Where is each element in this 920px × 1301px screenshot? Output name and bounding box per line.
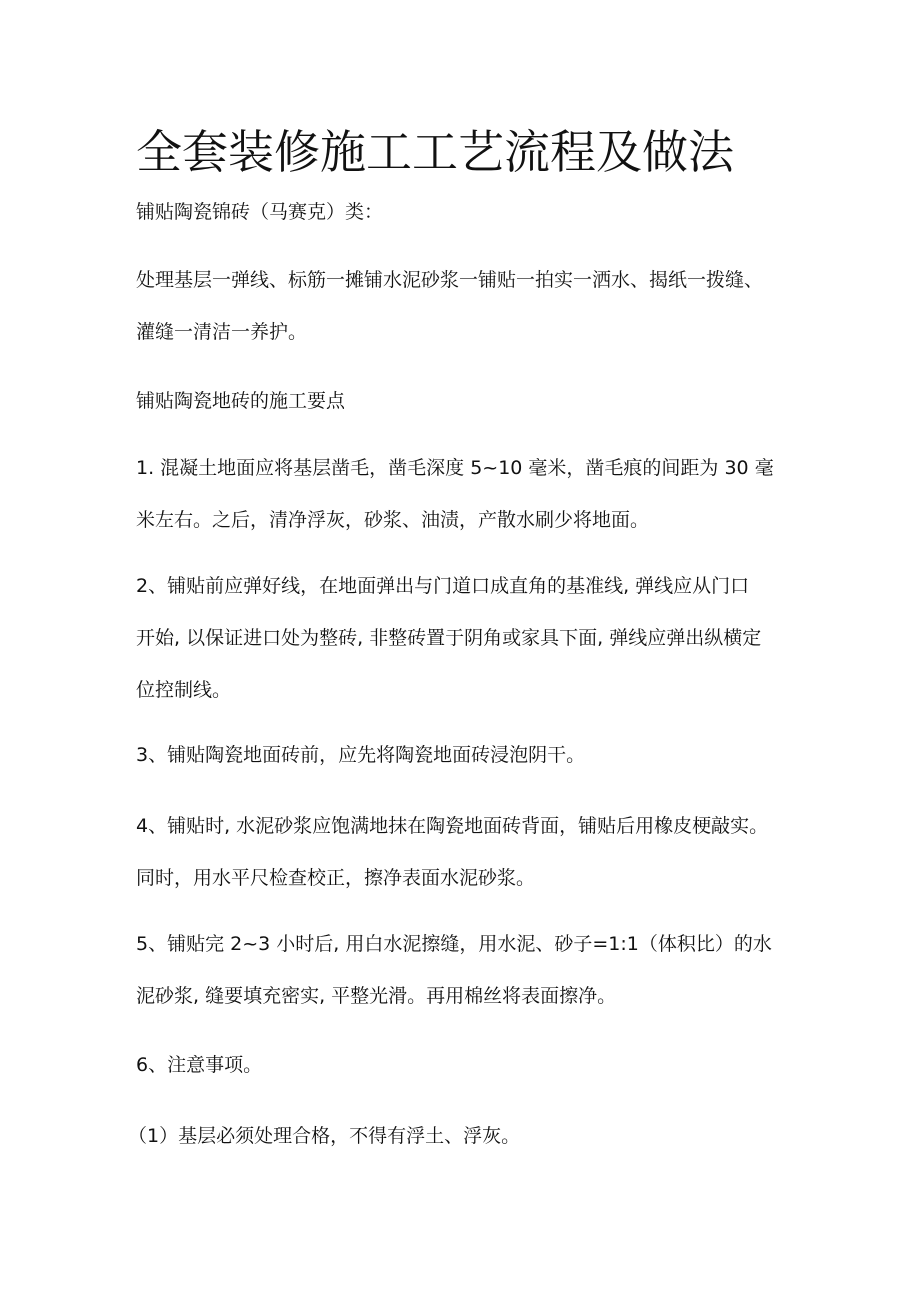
list-item bbox=[136, 800, 816, 904]
list-item-line: 同时，用水平尺检查校正，擦净表面水泥砂浆。 bbox=[136, 867, 536, 889]
list-item-line: 泥砂浆, 缝要填充密实, 平整光滑。再用棉丝将表面擦净。 bbox=[136, 985, 617, 1007]
list-item-line: 2、铺贴前应弹好线，在地面弹出与门道口成直角的基准线, 弹线应从门口 bbox=[136, 575, 750, 597]
list-item-line: 米左右。之后，清净浮灰，砂浆、油渍，产散水刷少将地面。 bbox=[136, 509, 650, 531]
list-item bbox=[136, 1039, 816, 1091]
section-heading-text: 铺贴陶瓷地砖的施工要点 bbox=[136, 390, 346, 412]
list-item-line: 1. 混凝土地面应将基层凿毛，凿毛深度 5~10 毫米，凿毛痕的间距为 30 毫 bbox=[136, 457, 774, 479]
list-item-line: 3、铺贴陶瓷地面砖前，应先将陶瓷地面砖浸泡阴干。 bbox=[136, 744, 586, 766]
sub-list-item bbox=[128, 1110, 808, 1162]
sub-list-item-line: （1）基层必须处理合格，不得有浮土、浮灰。 bbox=[128, 1125, 521, 1147]
page-title: 全套装修施工工艺流程及做法 bbox=[136, 125, 734, 179]
process-flow-line: 灌缝一清洁一养护。 bbox=[136, 321, 308, 343]
list-item bbox=[136, 729, 816, 781]
section-subtitle: 铺贴陶瓷锦砖（马赛克）类： bbox=[136, 201, 384, 223]
section-heading bbox=[136, 375, 816, 427]
list-item-line: 位控制线。 bbox=[136, 679, 232, 701]
list-item-line: 开始, 以保证进口处为整砖, 非整砖置于阴角或家具下面, 弹线应弹出纵横定 bbox=[136, 627, 762, 649]
process-flow-line: 处理基层一弹线、标筋一摊铺水泥砂浆一铺贴一拍实一洒水、揭纸一拨缝、 bbox=[136, 269, 764, 291]
list-item bbox=[136, 442, 816, 546]
list-item bbox=[136, 918, 816, 1022]
list-item bbox=[136, 560, 816, 716]
list-item-line: 6、注意事项。 bbox=[136, 1054, 263, 1076]
list-item-line: 4、铺贴时, 水泥砂浆应饱满地抹在陶瓷地面砖背面，铺贴后用橡皮梗敲实。 bbox=[136, 815, 769, 837]
process-flow-paragraph bbox=[136, 254, 816, 358]
list-item-line: 5、铺贴完 2~3 小时后, 用白水泥擦缝，用水泥、砂子=1:1（体积比）的水 bbox=[136, 933, 772, 955]
